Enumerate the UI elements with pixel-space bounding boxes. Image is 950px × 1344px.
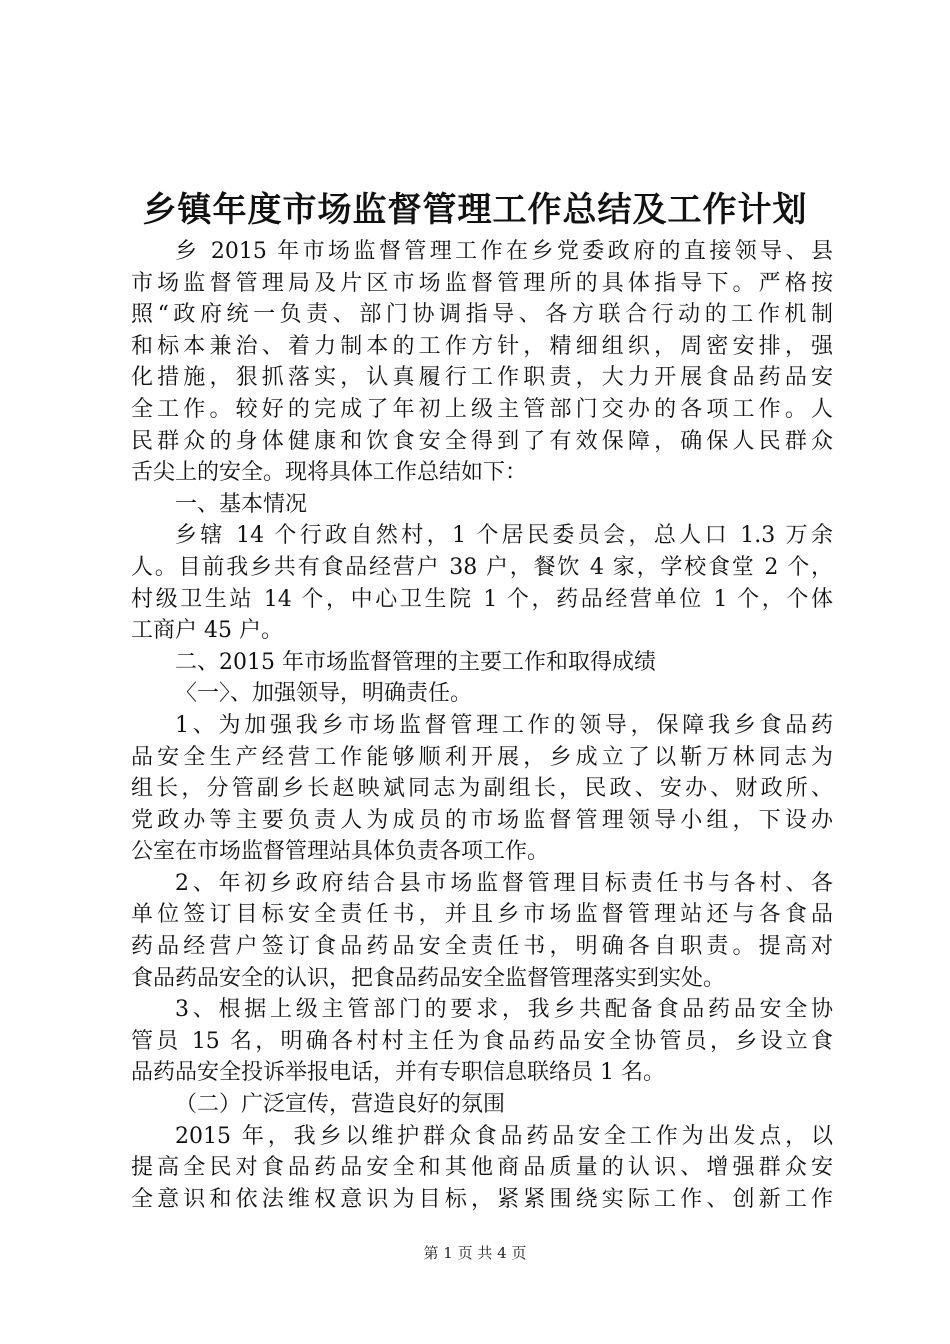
text-line: 乡辖 14 个行政自然村，1 个居民委员会，总人口 1.3 万余: [175, 523, 833, 549]
text-line: 人。目前我乡共有食品经营户 38 户，餐饮 4 家，学校食堂 2 个，: [131, 554, 833, 580]
text-line: 公室在市场监督管理站具体负责各项工作。: [131, 839, 550, 865]
text-line: （二）广泛宣传，营造良好的氛围: [175, 1092, 506, 1118]
text-line: 乡 2015 年市场监督管理工作在乡党委政府的直接领导、县: [175, 239, 833, 264]
text-line: 提高全民对食品药品安全和其他商品质量的认识、增强群众安: [131, 1155, 833, 1181]
text-line: 和标本兼治、着力制本的工作方针，精细组织，周密安排，强: [131, 333, 833, 359]
text-line: 工商户 45 户。: [131, 618, 283, 644]
text-line: 单位签订目标安全责任书，并且乡市场监督管理站还与各食品: [131, 902, 833, 928]
text-line: 〈一〉、加强领导，明确责任。: [175, 681, 473, 707]
text-line: 民群众的身体健康和饮食安全得到了有效保障，确保人民群众: [131, 428, 833, 454]
text-line: 组长，分管副乡长赵映斌同志为副组长，民政、安办、财政所、: [131, 776, 833, 802]
text-line: 2015 年，我乡以维护群众食品药品安全工作为出发点，以: [175, 1123, 833, 1149]
text-line: 市场监督管理局及片区市场监督管理所的具体指导下。严格按: [131, 270, 833, 296]
text-line: 药品经营户签订食品药品安全责任书，明确各自职责。提高对: [131, 934, 833, 960]
document-body: [131, 236, 833, 1215]
text-line: 品药品安全投诉举报电话，并有专职信息联络员 1 名。: [131, 1060, 665, 1086]
text-line: 1、为加强我乡市场监督管理工作的领导，保障我乡食品药: [175, 712, 833, 738]
document-title: 乡镇年度市场监督管理工作总结及工作计划: [142, 190, 808, 230]
text-line: 全工作。较好的完成了年初上级主管部门交办的各项工作。人: [131, 396, 833, 422]
text-line: 品安全生产经营工作能够顺利开展，乡成立了以靳万林同志为: [131, 744, 833, 770]
text-line: 食品药品安全的认识，把食品药品安全监督管理落实到实处。: [131, 965, 726, 991]
text-line: 照“政府统一负责、部门协调指导、各方联合行动的工作机制: [131, 302, 833, 328]
text-line: 3、根据上级主管部门的要求，我乡共配备食品药品安全协: [175, 997, 833, 1023]
text-line: 舌尖上的安全。现将具体工作总结如下：: [131, 460, 528, 486]
text-line: 村级卫生站 14 个，中心卫生院 1 个，药品经营单位 1 个，个体: [131, 586, 833, 612]
text-line: 2、年初乡政府结合县市场监督管理目标责任书与各村、各: [175, 870, 833, 896]
text-line: 党政办等主要负责人为成员的市场监督管理领导小组，下设办: [131, 807, 833, 833]
page-footer: 第 1 页 共 4 页: [423, 1244, 527, 1262]
text-line: 管员 15 名，明确各村村主任为食品药品安全协管员，乡设立食: [131, 1028, 833, 1054]
text-line: 化措施，狠抓落实，认真履行工作职责，大力开展食品药品安: [131, 365, 833, 391]
text-line: 全意识和依法维权意识为目标，紧紧围绕实际工作、创新工作: [131, 1186, 833, 1212]
text-line: 一、基本情况: [175, 491, 308, 517]
text-line: 二、2015 年市场监督管理的主要工作和取得成绩: [175, 649, 656, 675]
